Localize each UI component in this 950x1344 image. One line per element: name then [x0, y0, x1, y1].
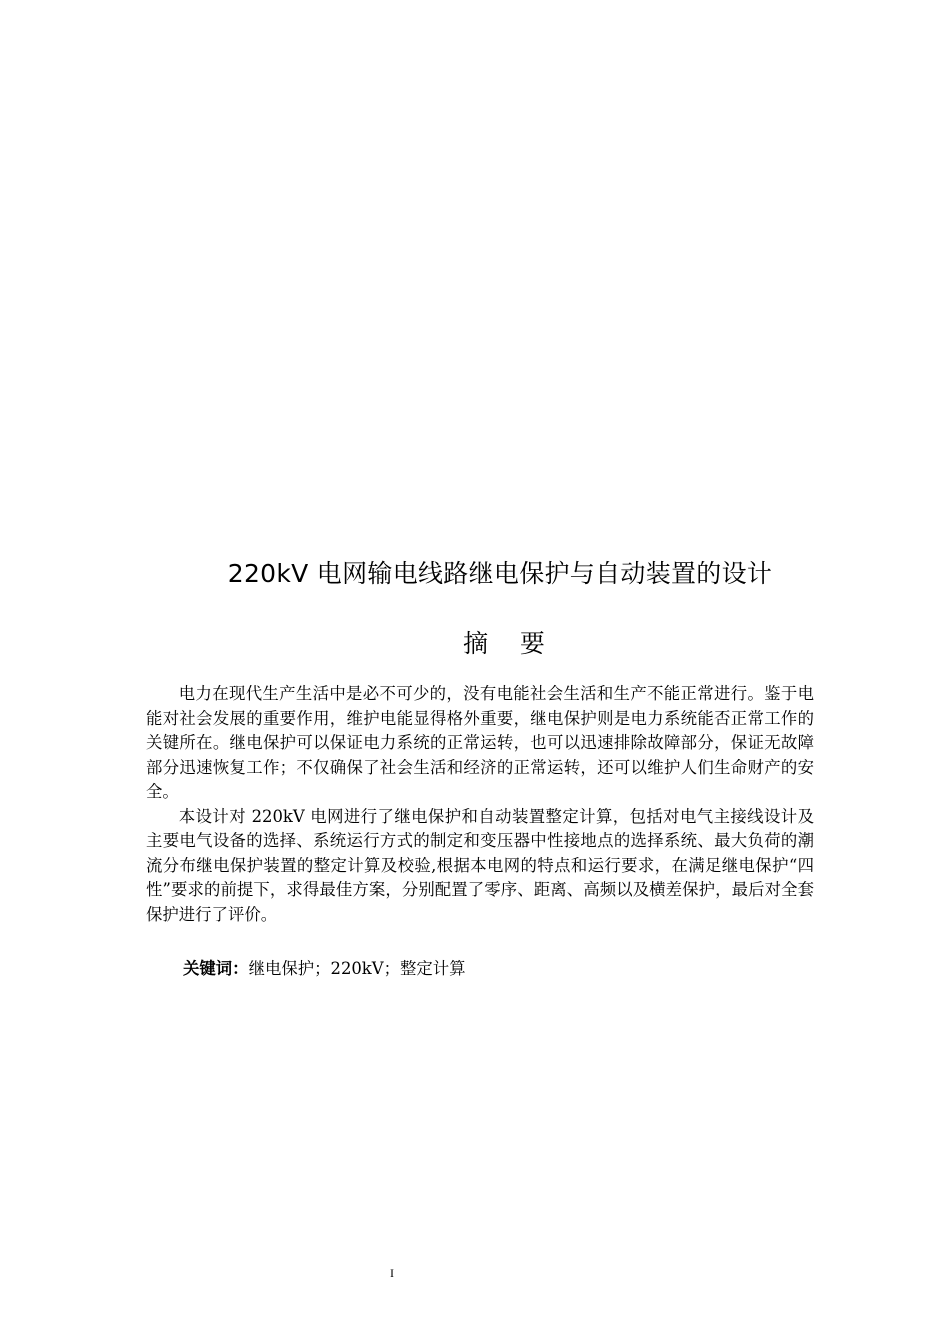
abstract-paragraph: 电力在现代生产生活中是必不可少的，没有电能社会生活和生产不能正常进行。鉴于电能对社会发展的重要作用，维护电能显得格外重要，继电保护则是电力系统能否正常工作的关键所在。继电保护可以保证电力系统的正常运转，也可以迅速排除故障部分，保证无故障部分迅速恢复工作；不仅确保了社会生活和经济的正常运转，还可以维护人们生命财产的安全。 [146, 684, 814, 801]
page-number: I [390, 1266, 394, 1280]
keywords-line [183, 957, 466, 981]
document-title: 220kV 电网输电线路继电保护与自动装置的设计 [227, 559, 773, 588]
abstract-heading: 摘 要 [463, 629, 545, 658]
abstract-body [146, 682, 814, 927]
keywords-label: 关键词： [183, 959, 249, 978]
keywords-value: 继电保护；220kV；整定计算 [248, 959, 466, 978]
abstract-paragraph: 本设计对 220kV 电网进行了继电保护和自动装置整定计算，包括对电气主接线设计及主要电气设备的选择、系统运行方式的制定和变压器中性接地点的选择系统、最大负荷的潮流分布继电保护装置的整定计算及校验,根据本电网的特点和运行要求，在满足继电保护“四性”要求的前提下，求得最佳方案，分别配置了零序、距离、高频以及横差保护，最后对全套保护进行了评价。 [146, 806, 814, 924]
